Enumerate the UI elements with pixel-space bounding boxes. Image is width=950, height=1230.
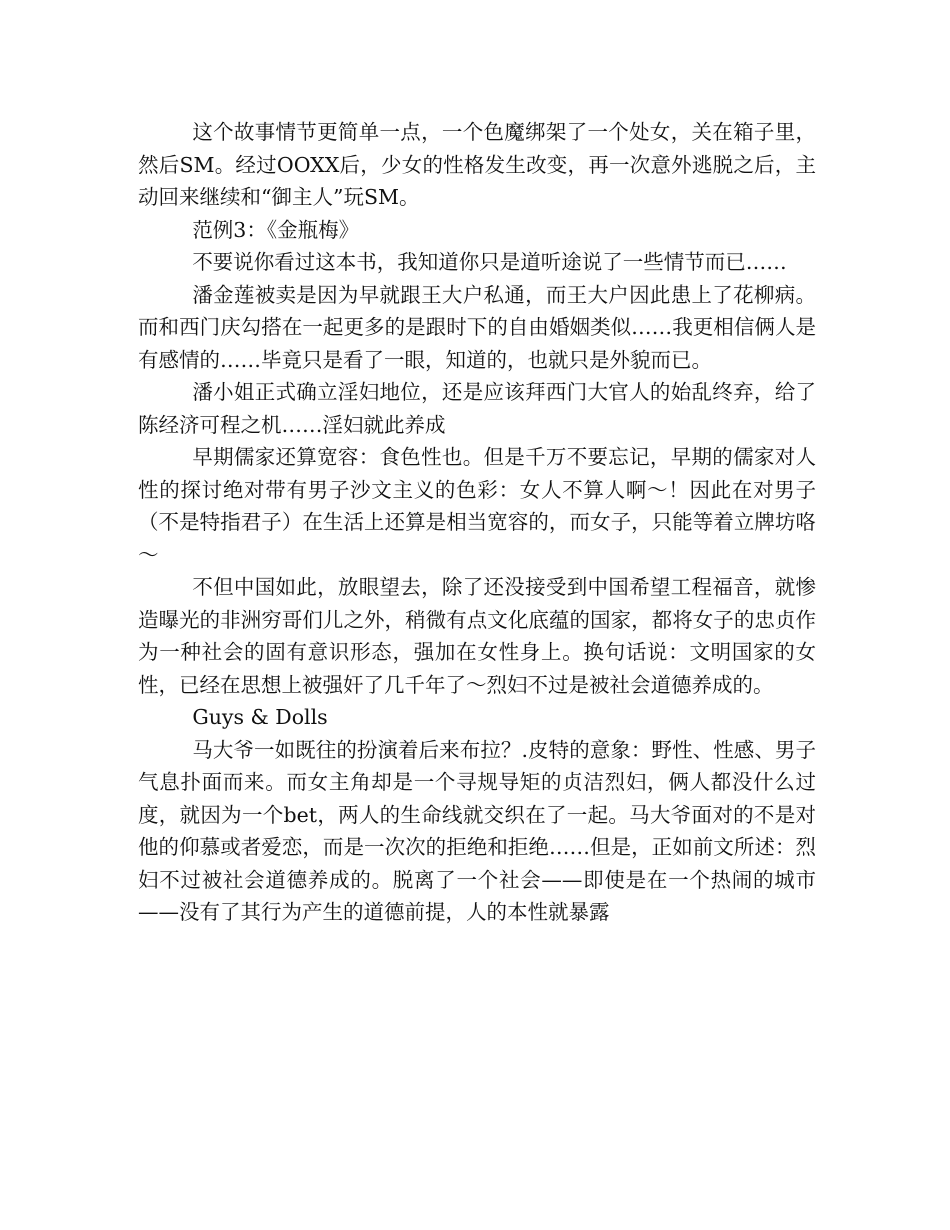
paragraph-confucian: 早期儒家还算宽容：食色性也。但是千万不要忘记，早期的儒家对人性的探讨绝对带有男子沙文主义的色彩：女人不算人啊～！因此在对男子（不是特指君子）在生活上还算是相当宽容的，而女子，只能等着立牌坊咯～	[138, 445, 816, 567]
document-body	[138, 116, 816, 929]
paragraph-section-title: Guys & Dolls	[192, 705, 328, 729]
paragraph-example-heading: 范例3：《金瓶梅》	[192, 217, 360, 242]
paragraph-pan-jinlian: 潘金莲被卖是因为早就跟王大户私通，而王大户因此患上了花柳病。而和西门庆勾搭在一起更多的是跟时下的自由婚姻类似……我更相信俩人是有感情的……毕竟只是看了一眼，知道的，也就只是外貌而已。	[138, 282, 816, 372]
paragraph-pan-status: 潘小姐正式确立淫妇地位，还是应该拜西门大官人的始乱终弃，给了陈经济可程之机……淫妇就此养成	[138, 380, 816, 437]
paragraph-intro-remark: 不要说你看过这本书，我知道你只是道听途说了一些情节而已……	[192, 250, 787, 274]
paragraph-guys-dolls: 马大爷一如既往的扮演着后来布拉？.皮特的意象：野性、性感、男子气息扑面而来。而女主角却是一个寻规导矩的贞洁烈妇，俩人都没什么过度，就因为一个bet，两人的生命线就交织在了一起。马大爷面对的不是对他的仰慕或者爱恋，而是一次次的拒绝和拒绝……但是，正如前文所述：烈妇不过被社会道德养成的。脱离了一个社会——即使是在一个热闹的城市——没有了其行为产生的道德前提，人的本性就暴露	[138, 737, 816, 924]
paragraph-story-summary: 这个故事情节更简单一点，一个色魔绑架了一个处女，关在箱子里，然后SM。经过OOXX后，少女的性格发生改变，再一次意外逃脱之后，主动回来继续和“御主人”玩SM。	[138, 120, 816, 209]
paragraph-global-view: 不但中国如此，放眼望去，除了还没接受到中国希望工程福音，就惨造曝光的非洲穷哥们儿之外，稍微有点文化底蕴的国家，都将女子的忠贞作为一种社会的固有意识形态，强加在女性身上。换句话说：文明国家的女性，已经在思想上被强奸了几千年了～烈妇不过是被社会道德养成的。	[138, 575, 816, 697]
